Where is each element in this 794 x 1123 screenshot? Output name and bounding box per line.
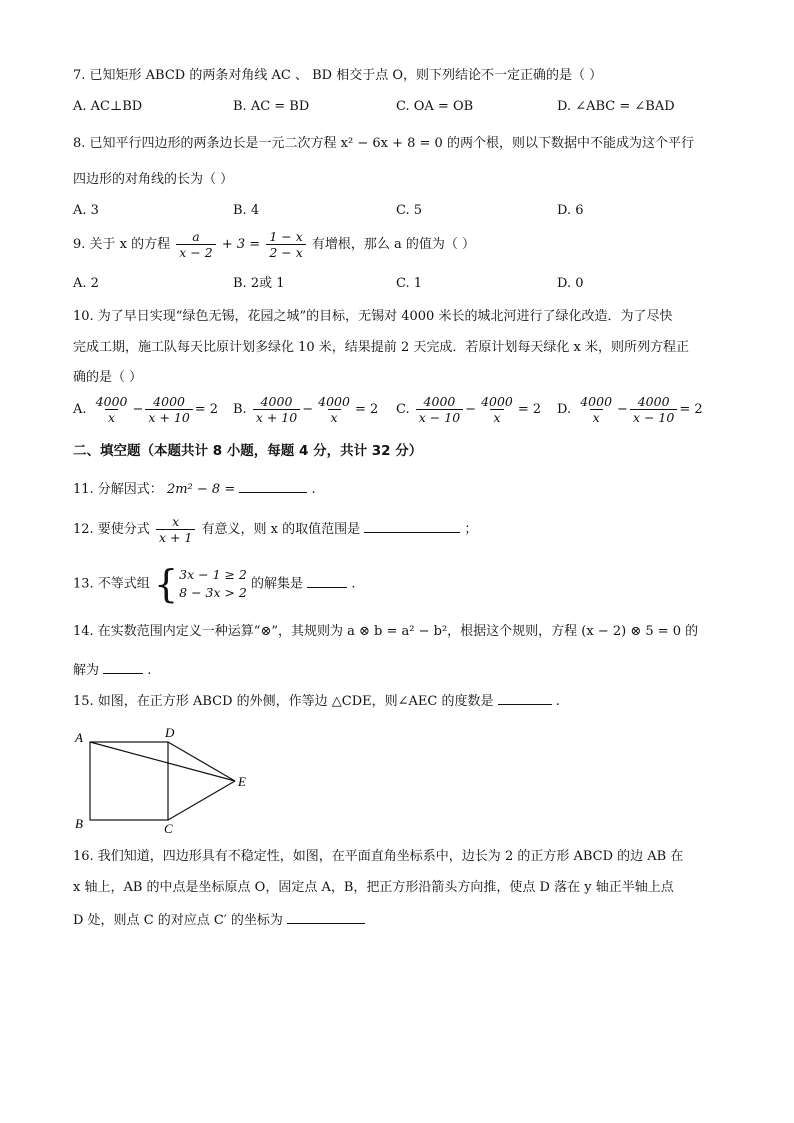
- q10-a-num2: 4000: [153, 394, 185, 409]
- q10-d-den2: x − 10: [630, 409, 677, 425]
- question-10-stem-line3: 确的是（ ）: [73, 370, 143, 385]
- q10-c-num1: 4000: [423, 394, 456, 409]
- q9-frac2-denominator: 2 − x: [266, 244, 305, 260]
- q9-pre: 9. 关于 x 的方程: [73, 237, 171, 252]
- q13-inequality-1: 3x − 1 ≥ 2: [179, 567, 247, 582]
- q12-denominator: x + 1: [156, 529, 195, 545]
- label-d: D: [165, 725, 175, 740]
- q13-answer-blank[interactable]: [307, 573, 347, 588]
- q12-post: 有意义，则 x 的取值范围是: [201, 522, 361, 537]
- q10-d-rhs: = 2: [679, 402, 703, 417]
- q10-option-b-label: B.: [233, 402, 247, 417]
- q9-fraction-2: [266, 229, 305, 260]
- question-15: [73, 690, 560, 712]
- q15-answer-blank[interactable]: [498, 690, 552, 705]
- question-8-stem-line1: 8. 已知平行四边形的两条边长是一元二次方程 x² − 6x + 8 = 0 的两个根，则以下数据中不能成为这个平行: [73, 136, 694, 151]
- q10-option-d-label: D.: [557, 402, 572, 417]
- question-10-stem-line1: 10. 为了早日实现“绿色无锡，花园之城”的目标，无锡对 4000 米长的城北河进行了绿化改造．为了尽快: [73, 309, 673, 324]
- q15-stem: 15. 如图，在正方形 ABCD 的外侧，作等边 △CDE，则∠AEC 的度数是: [73, 694, 494, 709]
- q9-option-a: A. 2: [73, 276, 99, 291]
- line-bd: [90, 742, 168, 820]
- question-16-stem-line2: x 轴上，AB 的中点是坐标原点 O，固定点 A，B，把正方形沿箭头方向推，使点 D 落在 y 轴正半轴上点: [73, 880, 674, 895]
- question-14-stem-line2: [73, 659, 151, 681]
- q10-option-a: A. $\frac{4000}{x}$ − $\frac{4000}{x + 10}$ = 2: [73, 394, 219, 425]
- q11-end: .: [311, 482, 316, 497]
- q10-c-num2: 4000: [481, 394, 513, 409]
- question-16-stem-line1: 16. 我们知道，四边形具有不稳定性，如图，在平面直角坐标系中，边长为 2 的正方形 ABCD 的边 AB 在: [73, 849, 684, 864]
- q10-a-den1: x: [105, 409, 118, 425]
- label-e: E: [238, 774, 246, 789]
- q10-option-d: D. $\frac{4000}{x}$ − $\frac{4000}{x - 10}$ = 2: [557, 394, 703, 425]
- q11-expression: 2m² − 8 =: [166, 482, 236, 497]
- q10-b-den1: x + 10: [253, 409, 300, 425]
- q11-answer-blank[interactable]: [239, 478, 307, 493]
- q8-option-c: C. 5: [396, 203, 423, 218]
- q12-fraction: [156, 514, 195, 545]
- q10-b-num1: 4000: [260, 394, 293, 409]
- q13-post: 的解集是: [251, 576, 304, 592]
- q10-d-num2: 4000: [637, 394, 670, 409]
- q8-option-d: D. 6: [557, 203, 584, 218]
- q8-option-b: B. 4: [233, 203, 260, 218]
- label-a: A: [75, 730, 83, 745]
- question-9-stem: [73, 229, 475, 260]
- label-c: C: [164, 821, 173, 836]
- question-11: [73, 478, 316, 500]
- q12-end: ；: [464, 522, 478, 537]
- left-brace-icon: {: [153, 562, 179, 606]
- q13-inequality-system: [153, 562, 247, 606]
- question-12: [73, 514, 477, 545]
- q10-option-c: C. $\frac{4000}{x - 10}$ − $\frac{4000}{x}$ = 2: [396, 394, 542, 425]
- q7-option-b: B. AC = BD: [233, 99, 310, 114]
- question-10-stem-line2: 完成工期，施工队每天比原计划多绿化 10 米，结果提前 2 天完成．若原计划每天绿化 x 米，则所列方程正: [73, 340, 689, 355]
- q10-option-a-label: A.: [73, 402, 87, 417]
- q8-option-a: A. 3: [73, 203, 99, 218]
- q10-a-rhs: = 2: [194, 402, 219, 417]
- q9-post: 有增根，那么 a 的值为（ ）: [311, 237, 476, 252]
- label-b: B: [75, 816, 83, 831]
- question-14-stem-line1: 14. 在实数范围内定义一种运算“⊗”，其规则为 a ⊗ b = a² − b²，根据这个规则，方程 (x − 2) ⊗ 5 = 0 的: [73, 624, 699, 639]
- q7-option-c: C. OA = OB: [396, 99, 474, 114]
- q15-end: .: [555, 694, 560, 709]
- square-triangle-figure: [70, 724, 270, 844]
- q10-option-c-label: C.: [396, 402, 410, 417]
- q10-a-den2: x + 10: [145, 409, 192, 425]
- q16-answer-blank[interactable]: [287, 909, 365, 924]
- q10-c-rhs: = 2: [517, 402, 542, 417]
- q9-option-d: D. 0: [557, 276, 584, 291]
- q10-b-num2: 4000: [318, 394, 350, 409]
- q9-frac2-numerator: 1 − x: [269, 229, 303, 244]
- question-13: [73, 562, 356, 606]
- q10-c-den1: x − 10: [416, 409, 463, 425]
- q13-pre: 13. 不等式组: [73, 576, 150, 592]
- q10-d-den1: x: [590, 409, 603, 425]
- question-16-stem-line3: [73, 909, 365, 931]
- question-7-stem: 7. 已知矩形 ABCD 的两条对角线 AC 、 BD 相交于点 O，则下列结论不一定正确的是（ ）: [73, 68, 603, 83]
- q10-b-den2: x: [328, 409, 341, 425]
- q11-pre: 11. 分解因式：: [73, 482, 163, 497]
- q10-b-rhs: = 2: [354, 402, 379, 417]
- q14-end: .: [147, 663, 152, 678]
- q9-fraction-1: [176, 229, 215, 260]
- line-de: [168, 742, 235, 781]
- q12-answer-blank[interactable]: [364, 518, 460, 533]
- q16-stem-tail: D 处，则点 C 的对应点 C′ 的坐标为: [73, 913, 283, 928]
- q7-option-d: D. ∠ABC = ∠BAD: [557, 99, 675, 114]
- q9-option-c: C. 1: [396, 276, 423, 291]
- q9-mid: + 3 =: [221, 237, 261, 252]
- question-8-stem-line2: 四边形的对角线的长为（ ）: [73, 172, 234, 187]
- q10-d-num1: 4000: [580, 394, 613, 409]
- q7-option-a: A. AC⊥BD: [73, 99, 143, 114]
- q14-solution-label: 解为: [73, 663, 100, 678]
- line-ce: [168, 781, 235, 820]
- q10-c-den2: x: [490, 409, 503, 425]
- q12-numerator: x: [172, 514, 180, 529]
- q9-option-b: B. 2或 1: [233, 276, 285, 291]
- q9-frac1-denominator: x − 2: [176, 244, 215, 260]
- q14-answer-blank[interactable]: [103, 659, 143, 674]
- q10-option-b: B. $\frac{4000}{x + 10}$ − $\frac{4000}{x}$ = 2: [233, 394, 379, 425]
- q12-pre: 12. 要使分式: [73, 522, 150, 537]
- section-2-heading: 二、填空题（本题共计 8 小题，每题 4 分，共计 32 分）: [73, 443, 423, 459]
- q13-inequality-2: 8 − 3x > 2: [179, 585, 247, 600]
- q13-end: .: [351, 576, 356, 592]
- q10-a-num1: 4000: [95, 394, 128, 409]
- q9-frac1-numerator: a: [192, 229, 200, 244]
